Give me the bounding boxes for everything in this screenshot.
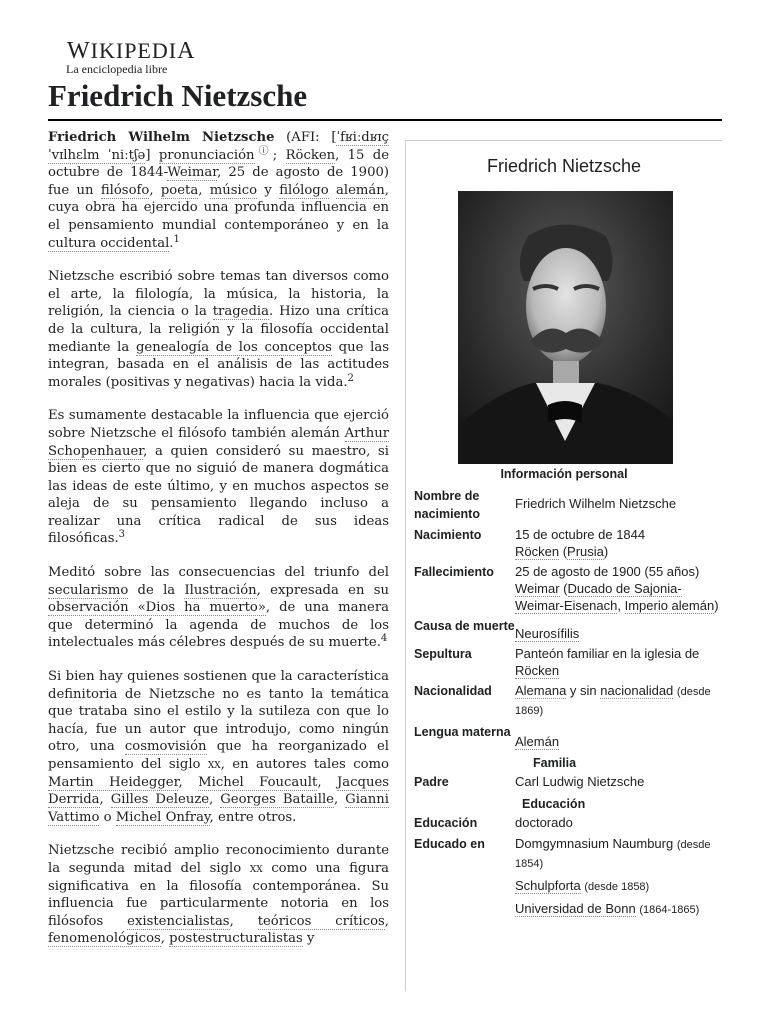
- infobox-value: [515, 723, 719, 750]
- link-fenomenologicos[interactable]: fenomenológicos: [48, 931, 161, 947]
- portrait-photo[interactable]: [458, 191, 673, 464]
- infobox-value: Carl Ludwig Nietzsche: [515, 774, 645, 789]
- infobox-section-education: Educación: [522, 797, 586, 811]
- infobox-label: Lengua materna: [414, 725, 511, 739]
- article-subject: Friedrich Wilhelm Nietzsche: [48, 130, 275, 145]
- link-secularismo[interactable]: secularismo: [48, 582, 129, 598]
- infobox-section-personal: Información personal: [500, 467, 628, 481]
- link-derrida[interactable]: Jacques Derrida: [48, 774, 390, 808]
- link-filologo[interactable]: filólogo: [279, 182, 329, 198]
- infobox-value: Panteón familiar en la iglesia de Röcken: [515, 646, 700, 678]
- wikipedia-wordmark[interactable]: WIKIPEDIA: [67, 38, 196, 64]
- link-universidad-bonn[interactable]: Universidad de Bonn: [515, 901, 636, 916]
- link-schopenhauer[interactable]: Arthur Schopenhauer: [48, 425, 389, 459]
- link-foucault[interactable]: Michel Foucault: [198, 774, 318, 790]
- link-rocken-infobox[interactable]: Röcken: [515, 544, 560, 559]
- wikipedia-tagline: La enciclopedia libre: [66, 62, 168, 76]
- link-ilustracion[interactable]: Ilustración: [184, 582, 257, 598]
- infobox-value: Domgymnasium Naumburg (desde 1854) Schulpforta (desde 1858) Universidad de Bonn (1864-1865): [515, 836, 711, 916]
- article-body: [48, 129, 389, 964]
- infobox-row-birth: [414, 526, 719, 560]
- paragraph-1: Friedrich Wilhelm Nietzsche (AFI: [ˈfʁiːdʁɪç ˈvɪlhɛlm ˈniːtʃə] pronunciaciónⓘ; Röcken, 15 de octubre de 1844-Weimar, 25 de agosto de 1900) fue un filósofo, poeta, músico y filólogo alemán, cuya obra ha ejercido una profunda influencia en el pensamiento mundial contemporáneo y en la cultura occidental.$^1$: [48, 130, 390, 251]
- paragraph-6: Nietzsche recibió amplio reconocimiento durante la segunda mitad del siglo xx como una figura significativa en la filosofía contemporánea. Su influencia fue particularmente notoria en los filósofos existencialistas, teóricos críticos, fenomenológicos, postestructuralistas y: [48, 843, 390, 947]
- ipa-link[interactable]: ˈfʁiːdʁɪç ˈvɪlhɛlm ˈniːtʃə: [48, 130, 390, 163]
- infobox-section-family: Familia: [533, 756, 577, 770]
- link-tragedia[interactable]: tragedia: [212, 304, 269, 320]
- link-aleman-lengua[interactable]: Alemán: [515, 734, 560, 749]
- paragraph-4: Meditó sobre las consecuencias del triunfo del secularismo de la Ilustración, expresada en su observación «Dios ha muerto», de una manera que determinó la agenda de muchos de los intelectuales más célebres después de su muerte.$^4$: [48, 565, 389, 651]
- infobox-label: Fallecimiento: [414, 565, 494, 579]
- reference-1[interactable]: 1: [173, 233, 180, 245]
- paragraph-2: Nietzsche escribió sobre temas tan diversos como el arte, la filología, la música, la historia, la religión, la ciencia o la tragedia. Hizo una crítica de la cultura, la religión y la filosofía occidental mediante la genealogía de los conceptos que las integran, basada en el análisis de las actitudes morales (positivas y negativas) hacia la vida.$^2$: [48, 269, 389, 390]
- link-teoricos-criticos[interactable]: teóricos críticos: [257, 913, 385, 929]
- infobox-row-death: [414, 563, 719, 614]
- reference-3[interactable]: 3: [118, 529, 126, 541]
- link-vattimo[interactable]: Gianni Vattimo: [48, 792, 389, 825]
- audio-icon[interactable]: ⓘ: [254, 145, 273, 157]
- link-imperio-aleman[interactable]: Imperio alemán: [624, 598, 715, 613]
- link-musico[interactable]: músico: [209, 182, 258, 198]
- infobox-value: [515, 617, 719, 642]
- link-dios-ha-muerto[interactable]: observación «Dios ha muerto»: [48, 600, 266, 616]
- link-poeta[interactable]: poeta: [160, 182, 199, 198]
- page-title: Friedrich Nietzsche: [48, 78, 308, 113]
- infobox-row-birth-name: [414, 487, 719, 523]
- infobox-title: Friedrich Nietzsche: [486, 156, 642, 176]
- link-bataille[interactable]: Georges Bataille: [220, 792, 334, 808]
- link-filosofo[interactable]: filósofo: [100, 182, 150, 198]
- link-neurosifilis[interactable]: Neurosífilis: [515, 626, 580, 641]
- infobox: [405, 140, 722, 991]
- link-heidegger[interactable]: Martin Heidegger: [48, 774, 179, 790]
- link-cosmovision[interactable]: cosmovisión: [124, 739, 207, 755]
- link-sajonia[interactable]: Ducado de Sajonia-Weimar-Eisenach: [515, 581, 682, 613]
- page: [48, 40, 722, 1024]
- infobox-label: Sepultura: [414, 647, 472, 661]
- infobox-label: Causa de muerte: [414, 619, 515, 633]
- reference-4[interactable]: 4: [380, 633, 388, 645]
- pronunciation-link[interactable]: pronunciación: [158, 147, 255, 163]
- infobox-label: Padre: [414, 775, 449, 789]
- link-deleuze[interactable]: Gilles Deleuze: [110, 792, 210, 808]
- infobox-value: Alemana y sin nacionalidad (desde 1869): [515, 683, 711, 717]
- infobox-row-nationality: [414, 682, 719, 720]
- link-rocken-burial[interactable]: Röcken: [515, 663, 560, 678]
- infobox-value: doctorado: [515, 815, 573, 830]
- paragraph-5: Si bien hay quienes sostienen que la característica definitoria de Nietzsche no es tanto la temática que trataba sino el estilo y la sutileza con que lo hacía, fue un autor que introdujo, como ningún otro, una cosmovisión que ha reorganizado el pensamiento del siglo xx, en autores tales como Martin Heidegger, Michel Foucault, Jacques Derrida, Gilles Deleuze, Georges Bataille, Gianni Vattimo o Michel Onfray, entre otros.: [48, 669, 390, 825]
- link-nacionalidad[interactable]: nacionalidad: [600, 683, 674, 698]
- link-rocken[interactable]: Röcken: [285, 147, 336, 163]
- paragraph-3: Es sumamente destacable la influencia que ejerció sobre Nietzsche el filósofo también alemán Arthur Schopenhauer, a quien consideró su maestro, si bien es cierto que no siguió de manera dogmática las ideas de este último, y en muchos aspectos se aleja de su pensamiento llegando incluso a realizar una crítica radical de sus ideas filosóficas.$^3$: [48, 408, 389, 547]
- link-onfray[interactable]: Michel Onfray: [115, 809, 210, 825]
- school-1: Domgymnasium Naumburg: [515, 836, 674, 851]
- link-cultura-occidental[interactable]: cultura occidental: [48, 235, 170, 251]
- infobox-value: Friedrich Wilhelm Nietzsche: [515, 496, 677, 511]
- link-weimar-infobox[interactable]: Weimar: [515, 581, 560, 596]
- link-postestructuralistas[interactable]: postestructuralistas: [169, 931, 303, 947]
- link-existencialistas[interactable]: existencialistas: [127, 913, 230, 929]
- infobox-row-father: [414, 773, 719, 791]
- reference-2[interactable]: 2: [347, 372, 354, 384]
- link-weimar[interactable]: Weimar: [167, 165, 218, 181]
- portrait-image: [458, 191, 673, 464]
- link-aleman[interactable]: alemán: [336, 182, 385, 198]
- infobox-rows: [414, 487, 719, 922]
- infobox-value: 25 de agosto de 1900 (55 años) Weimar (Ducado de Sajonia-Weimar-Eisenach, Imperio alemán): [515, 564, 719, 613]
- infobox-row-burial: [414, 645, 719, 679]
- infobox-label: Nombre de nacimiento: [414, 489, 480, 521]
- infobox-value: 15 de octubre de 1844 Röcken (Prusia): [515, 527, 646, 559]
- infobox-label: Educación: [414, 816, 478, 830]
- link-genealogia[interactable]: genealogía de los conceptos: [135, 339, 332, 355]
- infobox-row-cause: [414, 617, 719, 642]
- title-divider: [48, 119, 722, 121]
- infobox-label: Nacionalidad: [414, 684, 492, 698]
- link-prusia[interactable]: Prusia: [567, 544, 604, 559]
- infobox-label: Educado en: [414, 837, 485, 851]
- infobox-label: Nacimiento: [414, 528, 482, 542]
- infobox-row-education: [414, 814, 719, 832]
- link-alemana[interactable]: Alemana: [515, 683, 567, 698]
- link-schulpforta[interactable]: Schulpforta: [515, 878, 581, 893]
- infobox-row-language: [414, 723, 719, 750]
- infobox-row-schools: [414, 835, 719, 919]
